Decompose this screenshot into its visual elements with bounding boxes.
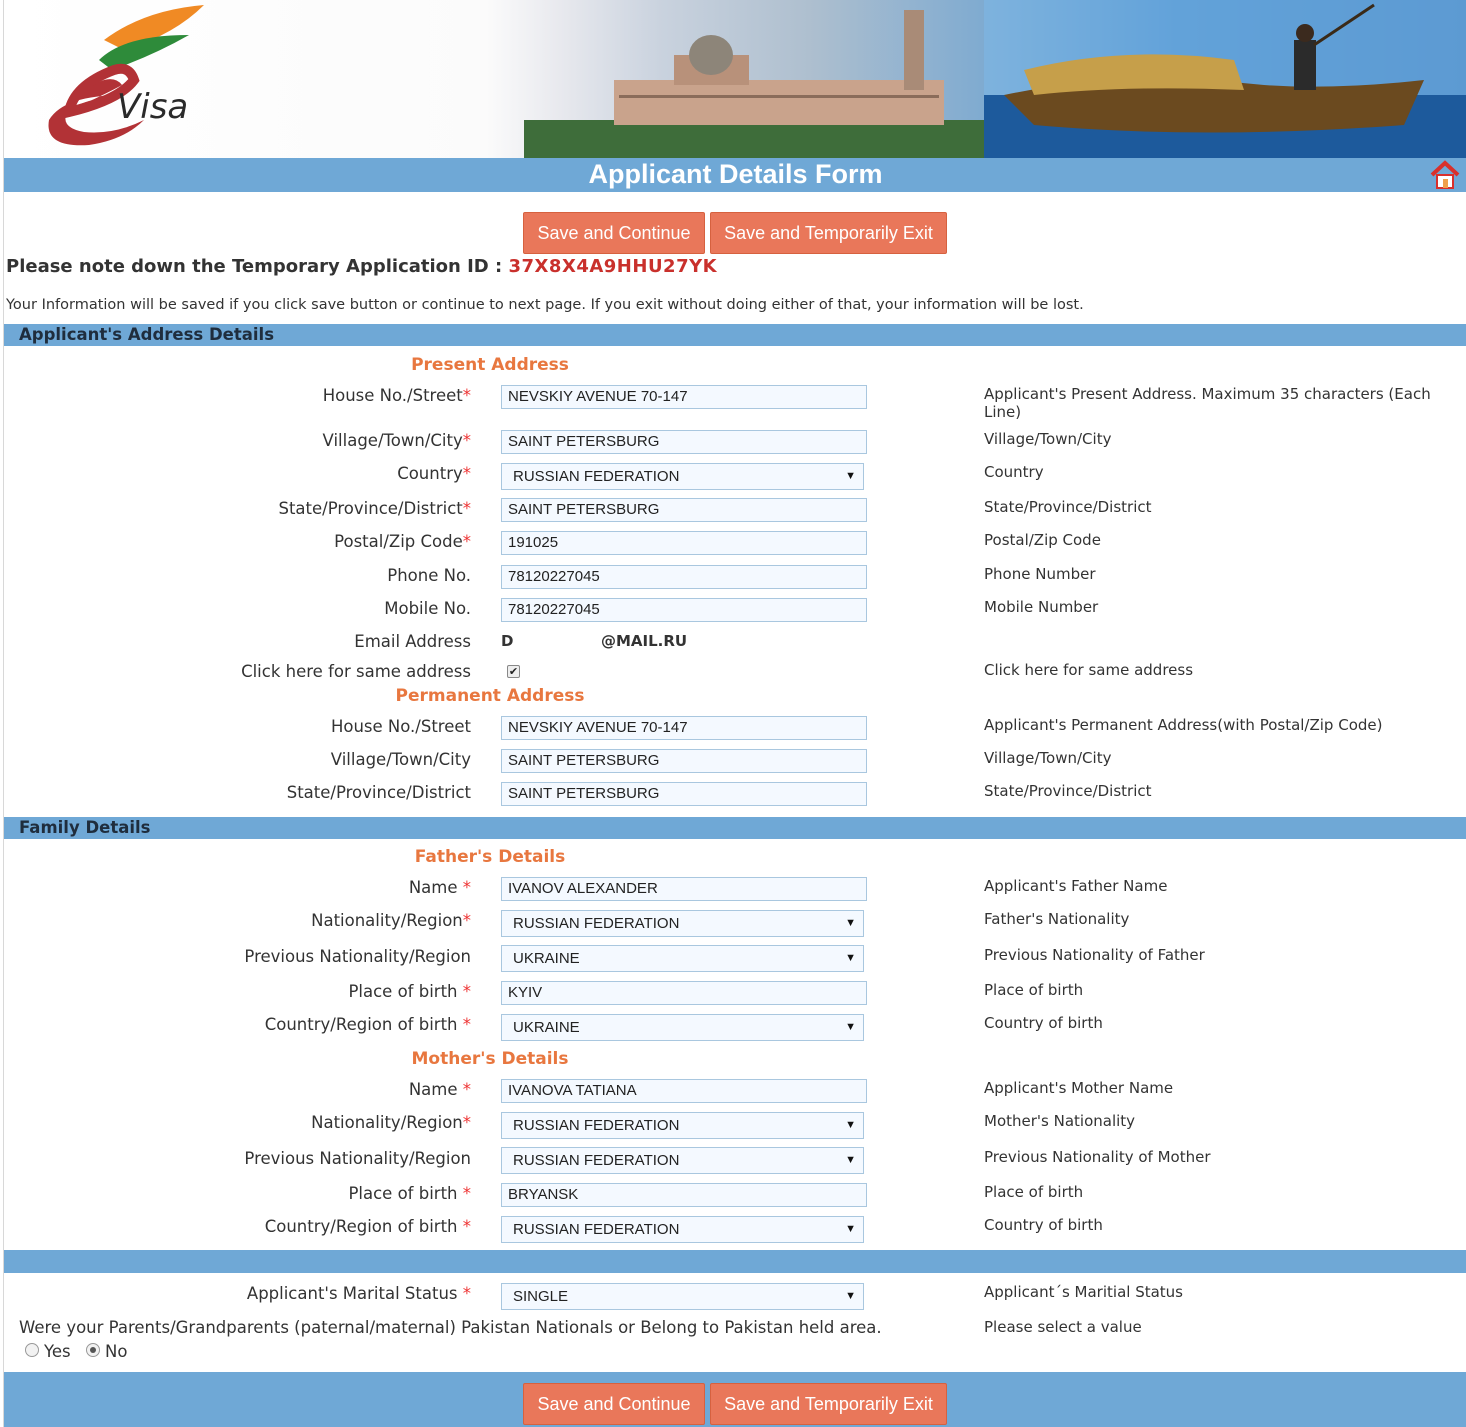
present-state-label [278, 499, 471, 518]
mother-name-input[interactable]: IVANOVA TATIANA [501, 1079, 867, 1103]
father-prev-nationality-label: Previous Nationality/Region [244, 947, 471, 966]
present-zip-input[interactable]: 191025 [501, 531, 867, 555]
father-cob-value: UKRAINE [513, 1019, 580, 1036]
page [3, 0, 1466, 1427]
address-section-title: Applicant's Address Details [19, 325, 275, 344]
address-section-header [4, 324, 1466, 346]
email-domain: @MAIL.RU [601, 632, 688, 650]
required-marker: * [462, 464, 471, 483]
required-marker: * [462, 911, 471, 930]
pakistan-yes-radio[interactable] [25, 1343, 39, 1357]
required-marker: * [462, 982, 471, 1001]
mother-name-label-text: Name [408, 1080, 458, 1099]
marital-status-select[interactable] [501, 1283, 864, 1310]
same-address-label: Click here for same address [241, 662, 471, 681]
separator-bar [4, 1250, 1466, 1273]
mother-cob-label-text: Country/Region of birth [264, 1217, 458, 1236]
father-prev-nationality-select[interactable] [501, 945, 864, 972]
present-zip-label [334, 532, 471, 551]
father-nationality-label [311, 911, 471, 930]
required-marker: * [462, 1284, 471, 1303]
permanent-address-heading: Permanent Address [395, 686, 585, 706]
mother-name-label [409, 1080, 471, 1099]
marital-status-label-text: Applicant's Marital Status [246, 1284, 458, 1303]
mother-prev-nationality-select[interactable] [501, 1147, 864, 1174]
permanent-city-hint: Village/Town/City [984, 749, 1112, 767]
mother-nationality-label [311, 1113, 471, 1132]
mother-pob-label-text: Place of birth [348, 1184, 458, 1203]
pakistan-hint: Please select a value [984, 1318, 1142, 1336]
family-section-header [4, 817, 1466, 839]
present-zip-hint: Postal/Zip Code [984, 531, 1101, 549]
chevron-down-icon: ▼ [845, 1154, 856, 1166]
pakistan-no-radio[interactable] [86, 1343, 100, 1357]
required-marker: * [462, 386, 471, 405]
present-country-label-text: Country [397, 464, 463, 483]
father-pob-hint: Place of birth [984, 981, 1084, 999]
present-house-label-text: House No./Street [322, 386, 463, 405]
present-country-select[interactable] [501, 463, 864, 490]
father-name-label [409, 878, 471, 897]
required-marker: * [462, 1015, 471, 1034]
present-house-input[interactable]: NEVSKIY AVENUE 70-147 [501, 385, 867, 409]
present-phone-label: Phone No. [387, 566, 471, 585]
mother-nationality-hint: Mother's Nationality [984, 1112, 1136, 1130]
same-address-checkbox[interactable]: ✔ [508, 665, 519, 678]
required-marker: * [462, 1080, 471, 1099]
permanent-state-label: State/Province/District [286, 783, 471, 802]
present-phone-input[interactable]: 78120227045 [501, 565, 867, 589]
mother-name-hint: Applicant's Mother Name [984, 1079, 1174, 1097]
present-city-label-text: Village/Town/City [322, 431, 463, 450]
present-mobile-hint: Mobile Number [984, 598, 1099, 616]
father-cob-select[interactable] [501, 1014, 864, 1041]
present-state-input[interactable]: SAINT PETERSBURG [501, 498, 867, 522]
father-pob-input[interactable]: KYIV [501, 981, 867, 1005]
required-marker: * [462, 878, 471, 897]
present-mobile-label: Mobile No. [384, 599, 471, 618]
pakistan-question: Were your Parents/Grandparents (paternal/maternal) Pakistan Nationals or Belong to Pakistan held area. [19, 1318, 882, 1337]
father-cob-label [265, 1015, 471, 1034]
required-marker: * [462, 532, 471, 551]
chevron-down-icon: ▼ [845, 1223, 856, 1235]
temporary-id-note [6, 256, 717, 277]
permanent-state-input[interactable]: SAINT PETERSBURG [501, 782, 867, 806]
chevron-down-icon: ▼ [845, 952, 856, 964]
page-title: Applicant Details Form [588, 159, 883, 189]
banner-image [4, 0, 1466, 158]
present-house-hint: Applicant's Present Address. Maximum 35 characters (Each Line) [984, 385, 1431, 421]
father-nationality-label-text: Nationality/Region [311, 911, 463, 930]
mother-nationality-value: RUSSIAN FEDERATION [513, 1117, 680, 1134]
mother-details-heading: Mother's Details [411, 1049, 569, 1069]
present-city-input[interactable]: SAINT PETERSBURG [501, 430, 867, 454]
father-cob-label-text: Country/Region of birth [264, 1015, 458, 1034]
present-country-label [397, 464, 471, 483]
present-phone-hint: Phone Number [984, 565, 1096, 583]
pakistan-yes-label: Yes [44, 1342, 71, 1361]
permanent-house-label: House No./Street [330, 717, 471, 736]
home-icon[interactable] [1429, 160, 1461, 190]
father-pob-label-text: Place of birth [348, 982, 458, 1001]
mother-cob-value: RUSSIAN FEDERATION [513, 1221, 680, 1238]
marital-status-label [247, 1284, 471, 1303]
present-country-value: RUSSIAN FEDERATION [513, 468, 680, 485]
mother-cob-label [265, 1217, 471, 1236]
required-marker: * [462, 1184, 471, 1203]
present-city-hint: Village/Town/City [984, 430, 1112, 448]
mother-pob-hint: Place of birth [984, 1183, 1084, 1201]
mother-pob-label [348, 1184, 471, 1203]
mother-nationality-select[interactable] [501, 1112, 864, 1139]
father-nationality-value: RUSSIAN FEDERATION [513, 915, 680, 932]
father-nationality-select[interactable] [501, 910, 864, 937]
save-continue-button[interactable]: Save and Continue [523, 212, 705, 254]
bottom-save-continue-button[interactable]: Save and Continue [523, 1383, 705, 1425]
mother-prev-nationality-value: RUSSIAN FEDERATION [513, 1152, 680, 1169]
save-exit-button[interactable]: Save and Temporarily Exit [710, 212, 947, 254]
father-prev-nationality-hint: Previous Nationality of Father [984, 946, 1205, 964]
mother-prev-nationality-hint: Previous Nationality of Mother [984, 1148, 1211, 1166]
present-state-hint: State/Province/District [984, 498, 1152, 516]
present-house-label [323, 386, 471, 405]
mother-nationality-label-text: Nationality/Region [311, 1113, 463, 1132]
present-mobile-input[interactable]: 78120227045 [501, 598, 867, 622]
present-state-label-text: State/Province/District [278, 499, 463, 518]
mother-prev-nationality-label: Previous Nationality/Region [244, 1149, 471, 1168]
mother-cob-select[interactable] [501, 1216, 864, 1243]
father-nationality-hint: Father's Nationality [984, 910, 1130, 928]
required-marker: * [462, 1113, 471, 1132]
temporary-id-label: Please note down the Temporary Application ID : [6, 256, 503, 277]
father-cob-hint: Country of birth [984, 1014, 1103, 1032]
present-country-hint: Country [984, 463, 1044, 481]
save-info-text: Your Information will be saved if you click save button or continue to next page. If you exit without doing either of that, your information will be lost. [6, 297, 1084, 313]
email-label: Email Address [354, 632, 471, 651]
required-marker: * [462, 1217, 471, 1236]
chevron-down-icon: ▼ [845, 1021, 856, 1033]
father-name-hint: Applicant's Father Name [984, 877, 1168, 895]
bottom-save-exit-button[interactable]: Save and Temporarily Exit [710, 1383, 947, 1425]
same-address-hint: Click here for same address [984, 661, 1194, 679]
temporary-application-id: 37X8X4A9HHU27YK [508, 256, 718, 277]
logo-text: Visa [117, 87, 189, 127]
permanent-house-input[interactable]: NEVSKIY AVENUE 70-147 [501, 716, 867, 740]
email-user: D [501, 632, 514, 650]
father-pob-label [348, 982, 471, 1001]
present-zip-label-text: Postal/Zip Code [334, 532, 463, 551]
required-marker: * [462, 431, 471, 450]
chevron-down-icon: ▼ [845, 470, 856, 482]
marital-status-value: SINGLE [513, 1288, 569, 1305]
mother-pob-input[interactable]: BRYANSK [501, 1183, 867, 1207]
present-city-label [323, 431, 471, 450]
father-prev-nationality-value: UKRAINE [513, 950, 580, 967]
title-bar [4, 158, 1466, 192]
mother-cob-hint: Country of birth [984, 1216, 1103, 1234]
marital-status-hint: Applicant´s Maritial Status [984, 1283, 1183, 1301]
pakistan-no-label: No [105, 1342, 128, 1361]
chevron-down-icon: ▼ [845, 917, 856, 929]
family-section-title: Family Details [19, 818, 151, 837]
chevron-down-icon: ▼ [845, 1119, 856, 1131]
chevron-down-icon: ▼ [845, 1290, 856, 1302]
permanent-city-label: Village/Town/City [330, 750, 471, 769]
header-banner [4, 0, 1466, 158]
required-marker: * [462, 499, 471, 518]
email-value [501, 632, 688, 650]
permanent-house-hint: Applicant's Permanent Address(with Postal/Zip Code) [984, 716, 1383, 734]
permanent-state-hint: State/Province/District [984, 782, 1152, 800]
father-details-heading: Father's Details [414, 847, 566, 867]
father-name-label-text: Name [408, 878, 458, 897]
present-address-heading: Present Address [411, 355, 569, 375]
permanent-city-input[interactable]: SAINT PETERSBURG [501, 749, 867, 773]
father-name-input[interactable]: IVANOV ALEXANDER [501, 877, 867, 901]
